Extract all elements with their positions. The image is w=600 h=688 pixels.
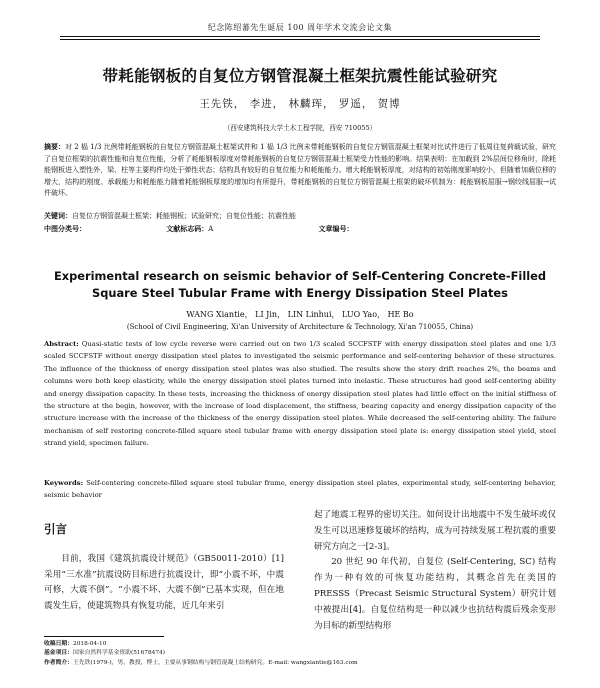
- english-abstract: [44, 338, 556, 450]
- intro-left-paragraph: 目前，我国《建筑抗震设计规范》（GB50011-2010）[1]采用“三水准”抗震设防目标进行抗震设计，即“小震不坏，中震可修，大震不倒”。“小震不坏、大震不倒”已基本实现，但在地震发生后，使建筑物具有恢复功能，近几年来引: [44, 553, 284, 612]
- doc-code-value: A: [208, 225, 214, 233]
- english-abstract-label: Abstract:: [44, 340, 79, 348]
- english-authors: WANG Xiantie， LI Jin， LIN Linhui， LUO Yao， HE Bo: [186, 310, 414, 319]
- chinese-abstract-label: 摘要：: [44, 142, 66, 151]
- received-value: 2018-04-10: [73, 641, 107, 647]
- clc-label: 中图分类号：: [44, 224, 86, 233]
- footnote-received: [44, 640, 556, 649]
- author-value: 王先铁(1979-)，男，教授，博士，主要从事钢结构与钢管混凝土结构研究。E-mail: wangxiantie@163.com: [73, 659, 358, 666]
- article-no-label: 文章编号：: [318, 224, 354, 233]
- chinese-authors: 王先铁， 李进， 林麟珲， 罗遥， 贺博: [199, 98, 401, 110]
- footnote-fund: [44, 649, 556, 658]
- author-label: 作者简介：: [44, 659, 73, 666]
- header-rule-thick: [60, 36, 540, 37]
- chinese-abstract-text: 对 2 榀 1/3 比例带耗能钢板的自复位方钢管混凝土框架试件和 1 榀 1/3 比例未带耗能钢板的自复位方钢管混凝土框架对比试件进行了低周往复荷载试验，研究了自复位框架的抗震性能和自复位性能，分析了耗能钢板厚度对带耗能钢板的自复位方钢管混凝土框架受力性能的影响。结果表明：在加载到 2%层间位移角时，除耗能钢板进入塑性外，梁、柱等主要构件均处于弹性状态；结构具有较好的自复位能力和耗能能力。增大耗能钢板厚度，对结构的初始刚度影响较小，但随着加载位移的增大，结构的刚度、承载能力和耗能能力随着耗能钢板厚度的增加均有所提升，带耗能钢板的自复位方钢管混凝土框架的破坏机制为：耗能钢板屈服→钢绞线屈服→试件破坏。: [44, 143, 556, 198]
- intro-right-paragraph-1: 起了地震工程界的密切关注。如何设计出地震中不发生破坏或仅发生可以迅速修复破坏的结构，成为可持续发展工程抗震的重要研究方向之一[2-3]。: [314, 510, 556, 552]
- chinese-keywords-text: 自复位方钢管混凝土框架；耗能钢板；试验研究；自复位性能；抗震性能: [72, 212, 296, 220]
- chinese-affiliation: （西安建筑科技大学土木工程学院，西安 710055）: [223, 124, 377, 132]
- english-title: Experimental research on seismic behavior of Self-Centering Concrete-Filled Square Steel Tubular Frame with Energy Dissipation Steel Plates: [53, 269, 547, 300]
- fund-value: 国家自然科学基金资助(51678474): [73, 650, 165, 657]
- chinese-keywords-label: 关键词：: [44, 211, 72, 220]
- chinese-abstract: [44, 141, 556, 200]
- english-keywords: [44, 478, 556, 501]
- english-keywords-text: Self-centering concrete-filled square steel tubular frame, energy dissipation steel plates, experimental study, self-centering behavior, seismic behavior: [44, 479, 556, 499]
- classification-line: [44, 224, 556, 234]
- english-keywords-label: Keywords:: [44, 479, 84, 487]
- intro-heading: 引言: [44, 522, 67, 536]
- footnotes: [44, 640, 556, 668]
- running-header: 纪念陈绍蕃先生诞辰 100 周年学术交流会论文集: [207, 23, 393, 32]
- received-label: 收稿日期：: [44, 641, 73, 647]
- chinese-keywords: [44, 210, 556, 222]
- left-column: [44, 508, 284, 615]
- footnote-author: [44, 659, 556, 668]
- header-rule-thin: [60, 39, 540, 40]
- doc-code-label: 文献标志码：: [166, 224, 209, 233]
- intro-right-paragraph-2: 20 世纪 90 年代初，自复位 (Self-Centering, SC) 结构作为一种有效的可恢复功能结构，其概念首先在美国的 PRESSS（Precast Seismic Structural System）研究计划中被提出[4]。自复位结构是一种以减少也抗结构震后残余变形为目标的新型结构形: [314, 557, 556, 631]
- chinese-title: 带耗能钢板的自复位方钢管混凝土框架抗震性能试验研究: [102, 66, 498, 85]
- english-affiliation: (School of Civil Engineering, Xi'an University of Architecture & Technology, Xi'an 710055, China): [126, 323, 474, 331]
- english-abstract-text: Quasi-static tests of low cycle reverse were carried out on two 1/3 scaled SCCFSTF with energy dissipation steel plates and one 1/3 scaled SCCFSTF without energy dissipation steel plates to investigated the seismic performance and self-centering behavior of these structures. The influence of the thickness of energy dissipation steel plates was also studied. The results show the story drift reaches 2%, the beams and columns were both keep elasticity, while the energy dissipation steel plates turned into inelastic. These structures had good self-centering ability and energy dissipation capacity. In these tests, increasing the thickness of energy dissipation steel plates had little effect on the initial stiffness of the structure at the begin, however, with the increase of load displacement, the stiffness, bearing capacity and energy dissipation capacity of the structure increase with the increase of the thickness of the energy dissipation steel plates. While decreased the self-centering ability. The failure mechanism of self restoring concrete-filled square steel tubular frame with energy dissipation steel plate is: energy dissipation steel yield, steel strand yield, specimen failure.: [44, 340, 556, 448]
- fund-label: 基金项目：: [44, 650, 73, 657]
- right-column: [314, 508, 556, 634]
- footnote-rule: [44, 636, 164, 637]
